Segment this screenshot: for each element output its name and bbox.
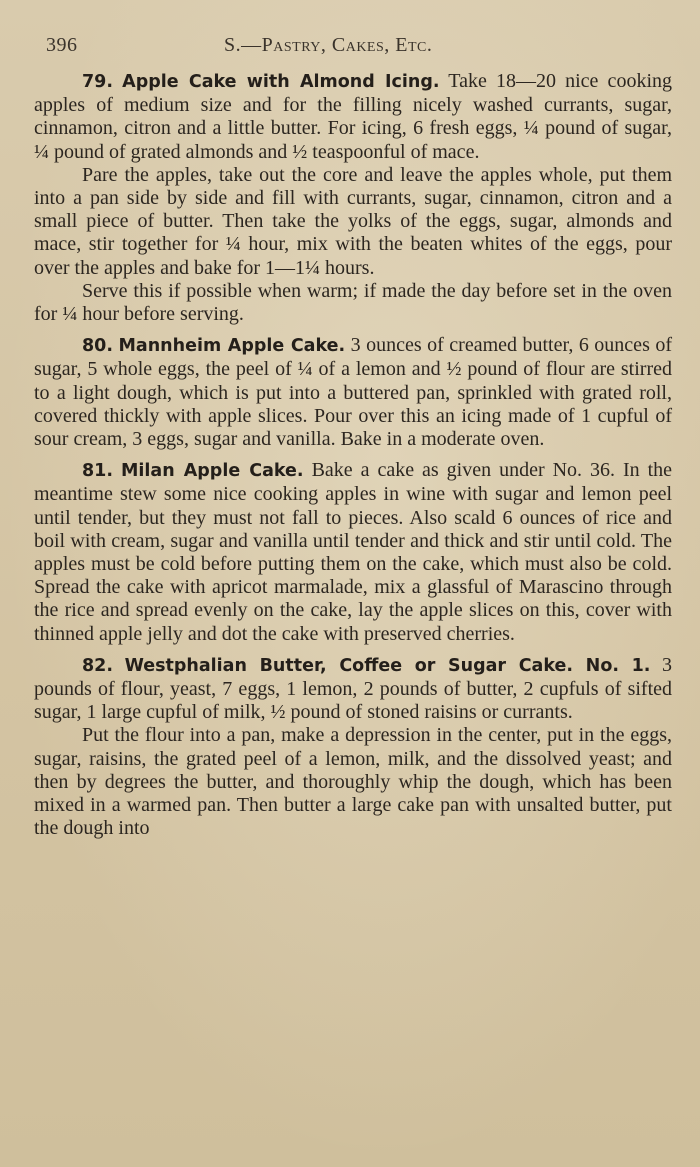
recipe-paragraph bbox=[34, 654, 672, 725]
recipe-text: Serve this if possible when warm; if made the day before set in the oven for ¼ hour before serving. bbox=[34, 279, 672, 326]
recipe-80 bbox=[34, 334, 672, 451]
recipe-text: 3 pounds of flour, yeast, 7 eggs, 1 lemon, 2 pounds of butter, 2 cupfuls of sifted sugar, 1 large cupful of milk, ½ pound of stoned raisins or currants. bbox=[34, 653, 672, 724]
recipe-82 bbox=[34, 654, 672, 841]
recipe-title: Westphalian Butter, Coffee or Sugar Cake. No. 1. bbox=[124, 655, 651, 676]
recipe-text: Put the flour into a pan, make a depression in the center, put in the eggs, sugar, raisins, the grated peel of a lemon, milk, and the dissolved yeast; and then by degrees the butter, and thoroughly whip the dough, which has been mixed in a warmed pan. Then butter a large cake pan with unsalted butter, put the dough into bbox=[34, 724, 672, 840]
recipe-number: 82. bbox=[82, 655, 114, 676]
recipe-text: Pare the apples, take out the core and leave the apples whole, put them into a pan side by side and fill with currants, sugar, cinnamon, citron and a small piece of butter. Then take the yolks of the eggs, sugar, almonds and mace, stir together for ¼ hour, mix with the beaten whites of the eggs, pour over the apples and bake for 1—1¼ hours. bbox=[34, 163, 672, 279]
recipe-number: 79. bbox=[82, 72, 114, 92]
recipe-text: 3 ounces of creamed butter, 6 ounces of sugar, 5 whole eggs, the peel of ¼ of a lemon and ½ pound of flour are stirred to a light dough, which is put into a buttered pan, sprinkled with grated roll, covered thickly with apple slices. Pour over this an icing made of 1 cupful of sour cream, 3 eggs, sugar and vanilla. Bake in a moderate oven. bbox=[34, 334, 672, 451]
section-title: S.—Pastry, Cakes, Etc. bbox=[224, 34, 433, 56]
recipe-number: 81. bbox=[82, 461, 114, 482]
recipe-paragraph bbox=[34, 164, 672, 280]
page-number: 396 bbox=[46, 34, 78, 56]
page-content bbox=[34, 70, 672, 841]
recipe-81 bbox=[34, 459, 672, 646]
recipe-paragraph bbox=[34, 70, 672, 164]
recipe-text: Bake a cake as given under No. 36. In the meantime stew some nice cooking apples in wine with sugar and lemon peel until tender, but they must not fall to pieces. Also scald 6 ounces of rice and boil with cream, sugar and vanilla until tender and thick and stir until cold. The apples must be cold before putting them on the cake, which must also be cold. Spread the cake with apricot marmalade, mix a glassful of Marascino through the rice and spread evenly on the cake, lay the apple slices on this, cover with thinned apple jelly and dot the cake with preserved cherries. bbox=[34, 459, 673, 645]
recipe-79 bbox=[34, 70, 672, 326]
recipe-title: Milan Apple Cake. bbox=[120, 461, 304, 482]
recipe-paragraph bbox=[34, 280, 672, 326]
recipe-paragraph bbox=[34, 459, 672, 646]
recipe-paragraph bbox=[34, 724, 672, 840]
recipe-text: Take 18—20 nice cooking apples of medium size and for the filling nicely washed currants, sugar, cinnamon, citron and a little butter. For icing, 6 fresh eggs, ¼ pound of sugar, ¼ pound of grated almonds and ½ teaspoonful of mace. bbox=[34, 70, 672, 163]
recipe-number: 80. bbox=[82, 336, 114, 357]
running-head bbox=[34, 34, 672, 64]
recipe-title: Apple Cake with Almond Icing. bbox=[122, 72, 440, 92]
recipe-title: Mannheim Apple Cake. bbox=[118, 336, 346, 357]
recipe-paragraph bbox=[34, 334, 672, 451]
